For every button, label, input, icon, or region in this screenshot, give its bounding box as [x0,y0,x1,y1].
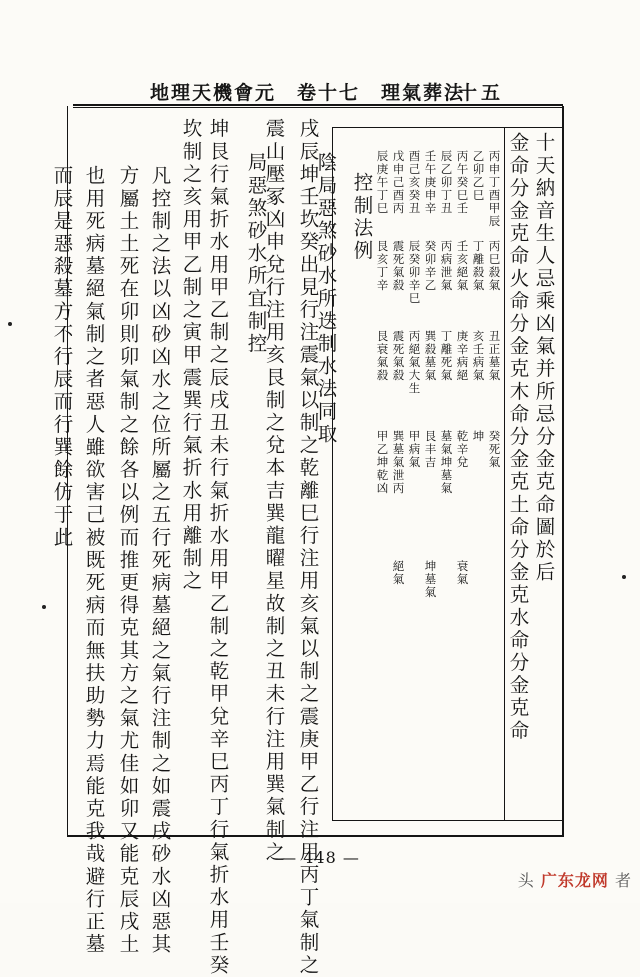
watermark-brand: 广东龙网 [540,871,609,890]
table-cell: 艮衰氣殺 [375,330,390,382]
table-cell: 癸卯辛乙 [423,240,438,292]
text-column: 坤艮行氣折水用甲乙制之辰戌丑未行氣折水用甲乙制之乾甲兌辛巳丙丁行氣折水用壬癸 [206,118,230,977]
table-cell: 丁離死氣 [439,330,454,382]
table-cell: 震死氣殺 [391,240,406,292]
text-column: 而辰是惡殺墓方不行辰而行巽餘仿于此 [50,165,74,550]
table-divider [504,127,505,820]
table-cell: 乙卯乙巳 [471,150,486,202]
text-column: 局惡煞砂水所宜制控 [244,152,268,356]
table-cell: 戊申己酉丙 [391,150,406,215]
text-column: 方屬土土死在卯則卯氣制之餘各以例而推更得克其方之氣尤佳如卯又能克辰戌土 [116,165,140,956]
table-cell: 衰氣 [455,560,470,586]
text-column: 戌辰坤壬坎癸出見行注震氣以制之乾離巳行注用亥氣以制之震庚甲乙行注用丙丁氣制之 [296,118,320,977]
table-cell: 壬午庚申辛 [423,150,438,215]
section-page-code: 十五 [458,82,505,104]
site-watermark: 头 广东龙网 者 [517,871,632,890]
scan-speck [622,575,626,579]
table-cell: 丙申丁酉甲辰 [487,150,502,228]
table-cell: 墓氣坤墓氣 [439,430,454,495]
table-box-bottom [332,820,562,821]
table-cell: 巽墓氣泄丙 [391,430,406,495]
header-rule-bottom [73,107,563,108]
table-cell: 艮丰吉 [423,430,438,469]
text-column: 也用死病墓絕氣制之者惡人雖欲害己被既死病而無扶助勢力焉能克我哉避行正墓 [82,165,106,956]
page-number: — 448 — [280,848,360,867]
table-cell: 艮亥丁辛 [375,240,390,292]
table-cell: 坤 [471,430,486,443]
table-box-top [332,127,562,128]
table-cell: 乾辛兌 [455,430,470,469]
table-title-line2: 金命分金克命火命分金克木命分金克土命分金克水命分金克命 [506,132,530,743]
table-cell: 辰乙卯丁丑 [439,150,454,215]
table-cell: 甲病氣 [407,430,422,469]
text-column: 凡控制之法以凶砂凶水之位所屬之五行死病墓絕之氣行注制之如震戌砂水凶惡其 [148,165,172,956]
table-cell: 絕氣 [391,560,406,586]
book-title: 地理天機會元 卷十七 理氣葬法 [150,82,466,104]
table-cell: 丙絕氣大生 [407,330,422,395]
text-column: 陰局惡煞砂水所迭制水法同取 [314,152,338,446]
table-cell: 壬亥絕氣 [455,240,470,292]
table-cell: 丙巳殺氣 [487,240,502,292]
section-heading: 控制法例 [350,172,374,263]
table-cell: 辰癸卯辛巳 [407,240,422,305]
table-cell: 辰庚午丁巳 [375,150,390,215]
table-cell: 庚辛病絕 [455,330,470,382]
text-column: 坎制之亥用甲乙制之寅甲震巽行氣折水用離制之 [179,118,203,593]
table-cell: 坤墓氣 [423,560,438,599]
scan-speck [8,322,12,326]
table-cell: 甲乙坤乾凶 [375,430,390,495]
table-cell: 丙病泄氣 [439,240,454,292]
page-footer [0,848,640,867]
table-cell: 亥壬病氣 [471,330,486,382]
text-column: 震山壓冢凶申兌行注用亥艮制之兌本吉巽龍曜星故制之丑未行注用巽氣制之 [262,118,286,864]
scan-speck [42,605,46,609]
table-cell: 丙午癸巳壬 [455,150,470,215]
table-cell: 酉己亥癸丑 [407,150,422,215]
table-cell: 丑正墓氣 [487,330,502,382]
table-cell: 震死氣殺 [391,330,406,382]
frame-right [562,106,564,836]
table-title-line1: 十天納音生人忌乘凶氣并所忌分金克命圖於后 [532,132,556,584]
table-cell: 巽殺墓氣 [423,330,438,382]
table-cell: 丁離殺氣 [471,240,486,292]
table-cell: 癸死氣 [487,430,502,469]
header-rule-top [73,104,563,106]
